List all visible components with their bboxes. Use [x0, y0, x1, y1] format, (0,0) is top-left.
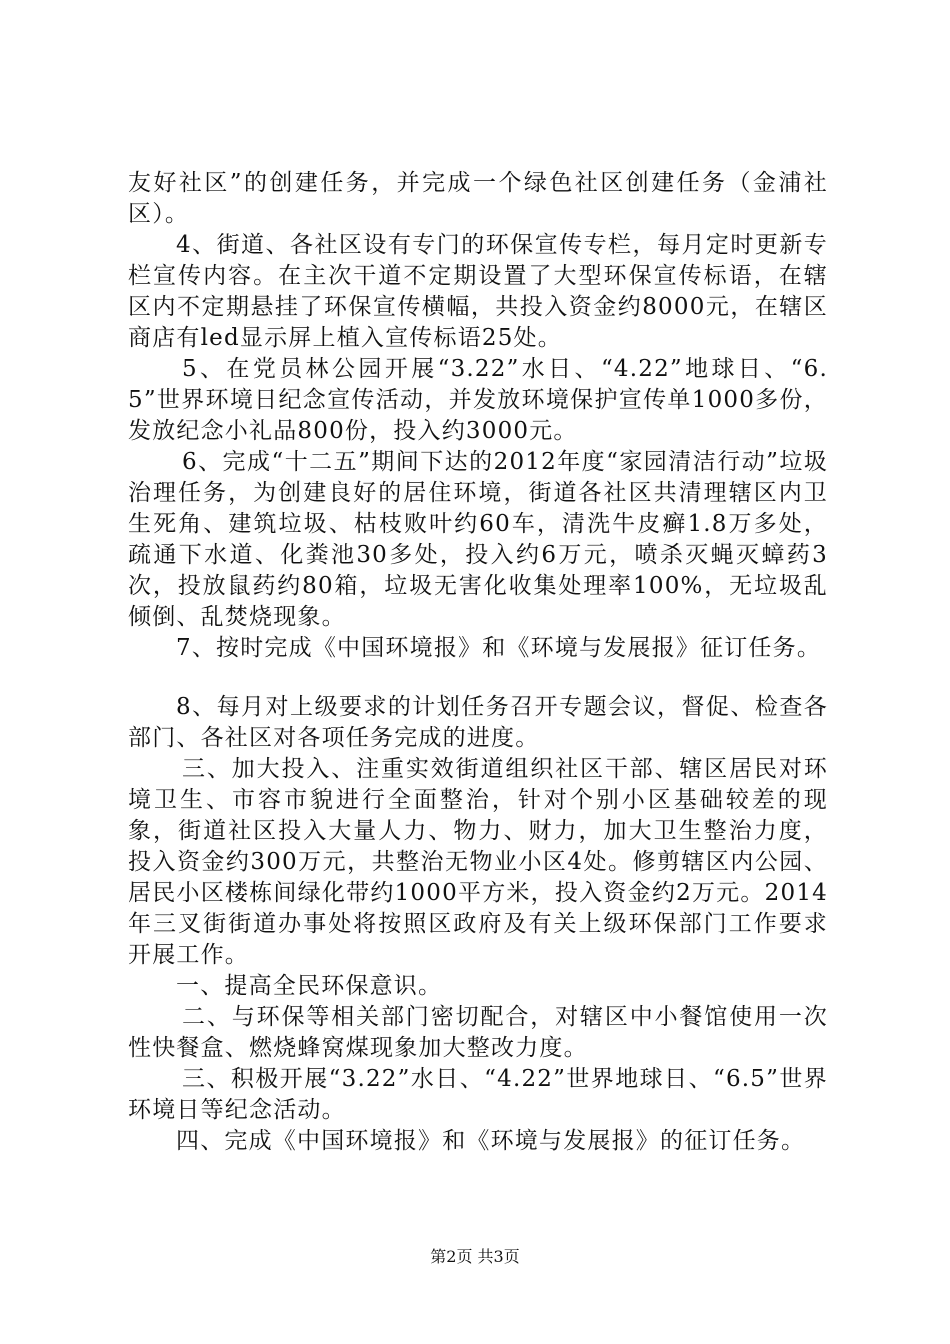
- paragraph-8: 一、提高全民环保意识。: [176, 973, 443, 999]
- paragraph-5: 7、按时完成《中国环境报》和《环境与发展报》征订任务。: [176, 635, 822, 661]
- paragraph-7: 三、加大投入、注重实效街道组织社区干部、辖区居民对环境卫生、市容市貌进行全面整治，针对个别小区基础较差的现象，街道社区投入大量人力、物力、财力，加大卫生整治力度，投入资金约300万元，共整治无物业小区4处。修剪辖区内公园、居民小区楼栋间绿化带约1000平方米，投入资金约2万元。2014年三叉街街道办事处将按照区政府及有关上级环保部门工作要求开展工作。: [128, 756, 828, 968]
- paragraph-2: 4、街道、各社区设有专门的环保宣传专栏，每月定时更新专栏宣传内容。在主次干道不定期设置了大型环保宣传标语，在辖区内不定期悬挂了环保宣传横幅，共投入资金约8000元，在辖区商店有led显示屏上植入宣传标语25处。: [128, 232, 828, 351]
- paragraph-4: 6、完成“十二五”期间下达的2012年度“家园清洁行动”垃圾治理任务，为创建良好的居住环境，街道各社区共清理辖区内卫生死角、建筑垃圾、枯枝败叶约60车，清洗牛皮癣1.8万多处，疏通下水道、化粪池30多处，投入约6万元，喷杀灭蝇灭蟑药3次，投放鼠药约80箱，垃圾无害化收集处理率100%，无垃圾乱倾倒、乱焚烧现象。: [128, 449, 828, 630]
- paragraph-6: 8、每月对上级要求的计划任务召开专题会议，督促、检查各部门、各社区对各项任务完成的进度。: [128, 694, 828, 751]
- paragraph-3: 5、在党员林公园开展“3.22”水日、“4.22”地球日、“6.5”世界环境日纪念宣传活动，并发放环境保护宣传单1000多份，发放纪念小礼品800份，投入约3000元。: [128, 356, 828, 444]
- paragraph-10: 三、积极开展“3.22”水日、“4.22”世界地球日、“6.5”世界环境日等纪念活动。: [128, 1066, 828, 1123]
- document-body: [128, 168, 828, 1157]
- paragraph-11: 四、完成《中国环境报》和《环境与发展报》的征订任务。: [176, 1128, 806, 1154]
- paragraph-9: 二、与环保等相关部门密切配合，对辖区中小餐馆使用一次性快餐盒、燃烧蜂窝煤现象加大整改力度。: [128, 1004, 828, 1061]
- paragraph-1: 友好社区”的创建任务，并完成一个绿色社区创建任务（金浦社区）。: [128, 170, 828, 227]
- page-footer: 第2页 共3页: [430, 1247, 520, 1266]
